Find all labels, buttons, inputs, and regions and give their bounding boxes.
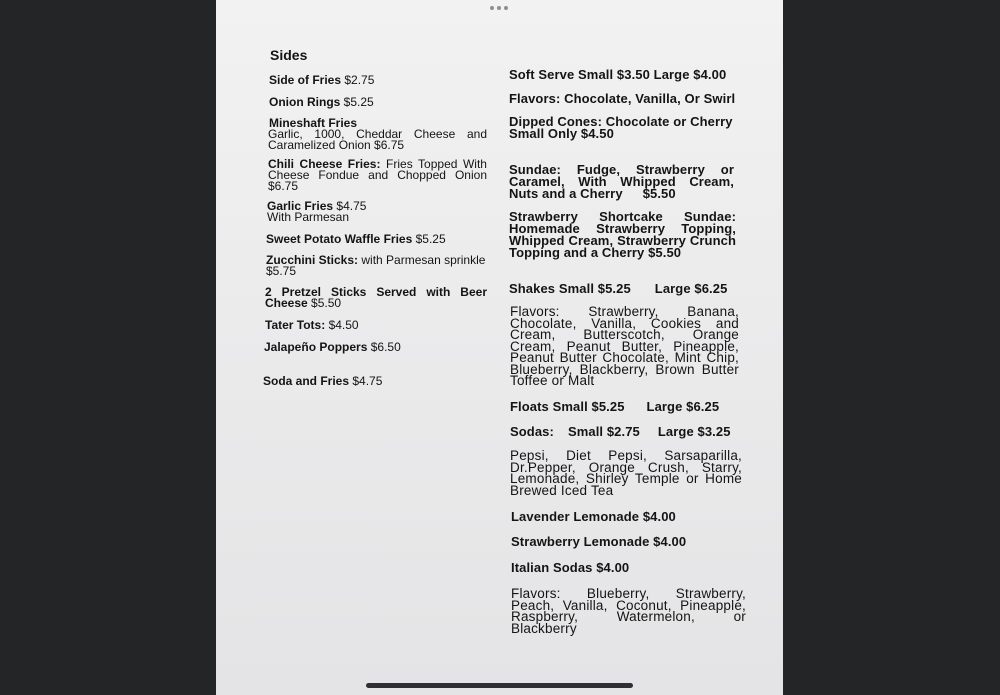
soda-list: Pepsi, Diet Pepsi, Sarsaparilla, Dr.Pepper, Orange Crush, Starry, Lemonade, Shirley Temple or Home Brewed Iced Tea [510, 448, 742, 498]
floats-line: Floats Small $5.25 Large $6.25 [510, 399, 720, 414]
soft-serve-flavors: Flavors: Chocolate, Vanilla, Or Swirl [509, 91, 736, 106]
italian-sodas: Italian Sodas $4.00 [511, 560, 630, 575]
menu-item-chili-cheese-fries: Chili Cheese Fries: Fries Topped With Cheese Fondue and Chopped Onion $6.75 [268, 157, 487, 193]
menu-item-garlic-fries: Garlic Fries $4.75 With Parmesan [267, 199, 367, 224]
dipped-cones: Dipped Cones: Chocolate or Cherry Small Only $4.50 [509, 114, 733, 141]
menu-item-jalapeno-poppers: Jalapeño Poppers $6.50 [264, 340, 401, 354]
menu-item-zucchini-sticks: Zucchini Sticks: with Parmesan sprinkle $5.75 [266, 253, 486, 278]
menu-item-pretzel-sticks: 2 Pretzel Sticks Served with Beer Cheese $5.50 [265, 285, 487, 310]
menu-item-mineshaft-fries: Mineshaft Fries Garlic, 1000, Cheddar Cheese and Caramelized Onion $6.75 [268, 116, 487, 152]
menu-item-sweet-potato-fries: Sweet Potato Waffle Fries $5.25 [266, 232, 446, 246]
sodas-line: Sodas: Small $2.75 Large $3.25 [510, 424, 731, 439]
lavender-lemonade: Lavender Lemonade $4.00 [511, 509, 676, 524]
strawberry-shortcake-sundae: Strawberry Shortcake Sundae: Homemade Strawberry Topping, Whipped Cream, Strawberry Crunch Topping and a Cherry $5.50 [509, 209, 736, 260]
menu-item-side-of-fries: Side of Fries $2.75 [269, 73, 375, 87]
shakes-line: Shakes Small $5.25 Large $6.25 [509, 281, 728, 296]
menu-item-onion-rings: Onion Rings $5.25 [269, 95, 374, 109]
sundae: Sundae: Fudge, Strawberry or Caramel, With Whipped Cream, Nuts and a Cherry $5.50 [509, 162, 734, 201]
italian-soda-flavors: Flavors: Blueberry, Strawberry, Peach, Vanilla, Coconut, Pineapple, Raspberry, Watermelon, or Blackberry [511, 586, 746, 636]
strawberry-lemonade: Strawberry Lemonade $4.00 [511, 534, 687, 549]
menu-item-soda-and-fries: Soda and Fries $4.75 [263, 374, 383, 388]
more-options-icon[interactable] [490, 6, 508, 10]
soft-serve-line: Soft Serve Small $3.50 Large $4.00 [509, 67, 727, 82]
menu-item-tater-tots: Tater Tots: $4.50 [265, 318, 359, 332]
shake-flavors: Flavors: Strawberry, Banana, Chocolate, Vanilla, Cookies and Cream, Butterscotch, Orange Cream, Peanut Butter, Pineapple, Peanut Butter Chocolate, Mint Chip, Blueberry, Blackberry, Brown Butter Toffee or Malt [510, 304, 739, 388]
home-indicator[interactable] [366, 683, 633, 688]
sides-heading: Sides [270, 47, 308, 63]
menu-page [216, 0, 783, 695]
